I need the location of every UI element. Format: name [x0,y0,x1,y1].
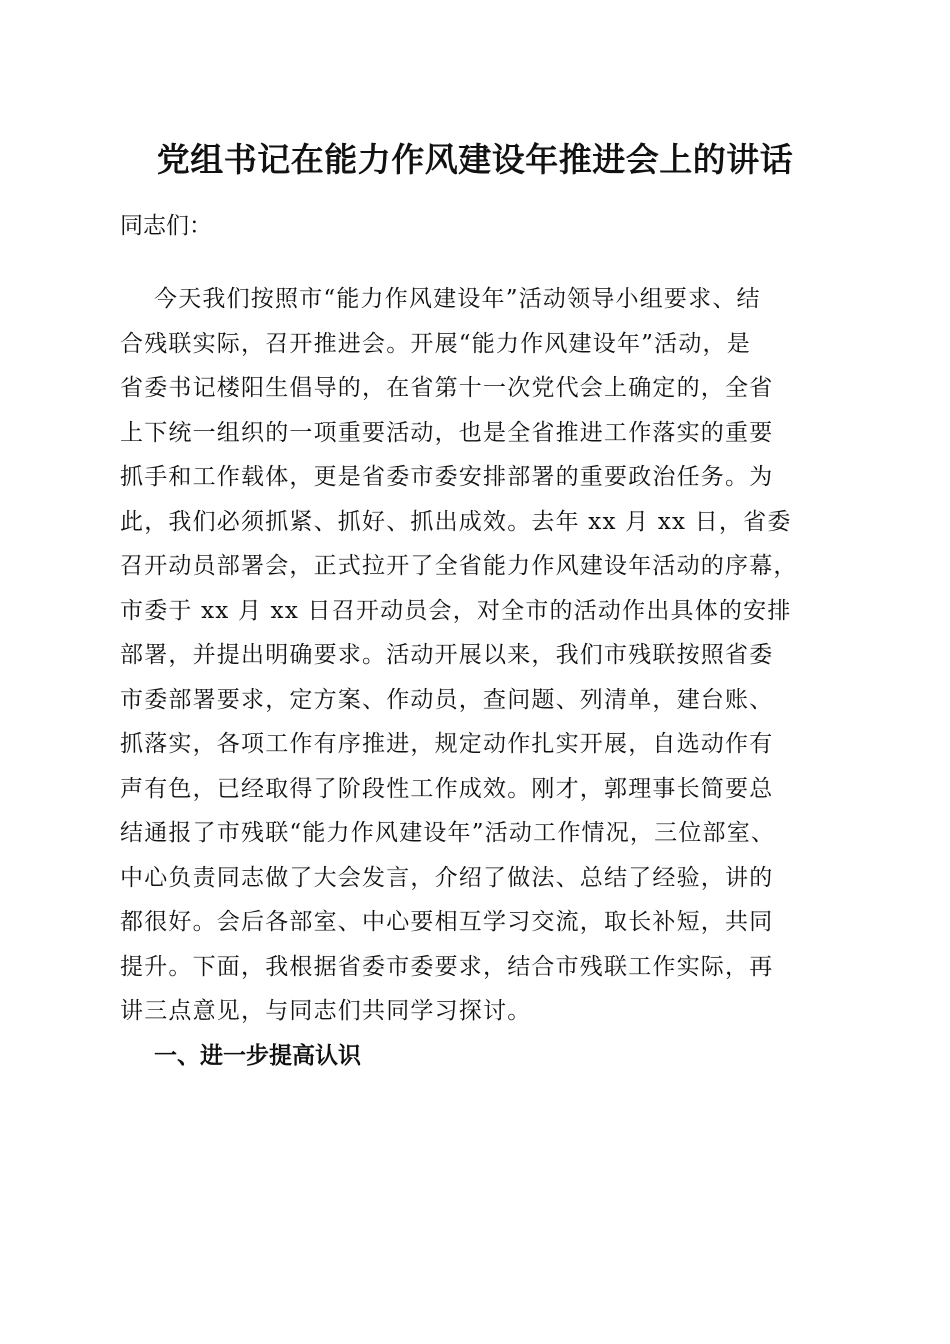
paragraph-line: 部署，并提出明确要求。活动开展以来，我们市残联按照省委 [120,642,774,668]
paragraph-line: 今天我们按照市“能力作风建设年”活动领导小组要求、结 [154,286,761,312]
paragraph-line: 市委部署要求，定方案、作动员，查问题、列清单，建台账、 [120,686,774,713]
paragraph-line: 上下统一组织的一项重要活动，也是全省推进工作落实的重要 [120,419,774,446]
body-paragraph [120,277,840,1034]
paragraph-line: 提升。下面，我根据省委市委要求，结合市残联工作实际，再 [120,953,774,980]
paragraph-line: 都很好。会后各部室、中心要相互学习交流，取长补短，共同 [120,909,774,935]
paragraph-line: 抓落实，各项工作有序推进，规定动作扎实开展，自选动作有 [120,731,774,757]
paragraph-line: 中心负责同志做了大会发言，介绍了做法、总结了经验，讲的 [120,864,774,891]
paragraph-line: 结通报了市残联“能力作风建设年”活动工作情况，三位部室、 [120,820,776,846]
salutation: 同志们： [120,213,212,239]
paragraph-line: 抓手和工作载体，更是省委市委安排部署的重要政治任务。为 [120,464,774,490]
paragraph-line: 此，我们必须抓紧、抓好、抓出成效。去年 xx 月 xx 日，省委 [120,508,792,535]
paragraph-line: 市委于 xx 月 xx 日召开动员会，对全市的活动作出具体的安排 [120,597,792,624]
paragraph-line: 讲三点意见，与同志们共同学习探讨。 [120,998,532,1024]
document-title: 党组书记在能力作风建设年推进会上的讲话 [156,140,794,179]
paragraph-line: 召开动员部署会，正式拉开了全省能力作风建设年活动的序幕， [120,553,798,579]
paragraph-line: 声有色，已经取得了阶段性工作成效。刚才，郭理事长简要总 [120,775,774,802]
paragraph-line: 省委书记楼阳生倡导的，在省第十一次党代会上确定的，全省 [120,375,774,401]
paragraph-line: 合残联实际，召开推进会。开展“能力作风建设年”活动，是 [120,330,751,357]
section-heading: 一、进一步提高认识 [154,1043,361,1069]
